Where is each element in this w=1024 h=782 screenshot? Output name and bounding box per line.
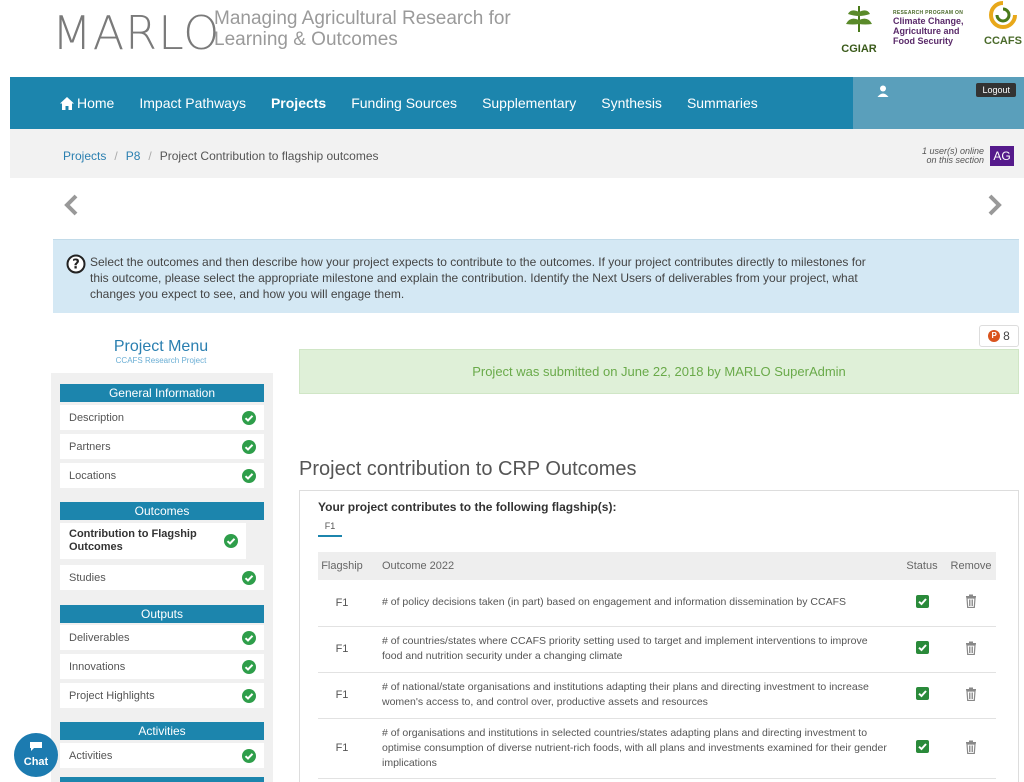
cell-outcome[interactable]: # of countries/states where CCAFS priority setting used to target and implement interventions to improve food and nutrition security under a changing climate <box>382 635 868 662</box>
project-badge[interactable] <box>979 325 1019 347</box>
outcomes-table <box>318 552 996 779</box>
help-text: Select the outcomes and then describe how your project expects to contribute to the outcomes. If your project contributes directly to milestones for this outcome, please select the appropriate milestone and explain the contribution. Identify the Next Users of deliverables from your project, what changes you expect to see, and how you will engage them. <box>90 255 866 301</box>
help-banner <box>53 239 1019 313</box>
menu-section-outputs: Outputs <box>60 605 264 623</box>
flagships-heading: Your project contributes to the following flagship(s): <box>318 500 617 514</box>
contribution-panel <box>299 490 1019 782</box>
status-check-icon <box>916 641 929 654</box>
menu-section-activities: Activities <box>60 722 264 740</box>
nav-item-impact-pathways[interactable]: Impact Pathways <box>139 95 246 111</box>
col-flagship: Flagship <box>321 560 363 572</box>
table-header-row <box>318 552 996 580</box>
menu-section-next <box>60 777 264 782</box>
breadcrumb-project[interactable]: P8 <box>125 149 141 163</box>
breadcrumb <box>63 149 379 163</box>
chat-bubble-icon <box>29 741 43 751</box>
nav-item-summaries[interactable]: Summaries <box>686 95 758 111</box>
project-menu <box>51 373 273 782</box>
users-online-text: 1 user(s) online on this section <box>921 146 984 165</box>
col-outcome: Outcome 2022 <box>382 560 455 572</box>
check-icon <box>242 689 256 703</box>
nav-item-home[interactable]: Home <box>60 77 114 129</box>
table-row[interactable] <box>318 672 996 718</box>
nav-item-supplementary[interactable]: Supplementary <box>482 95 577 111</box>
user-icon[interactable] <box>877 85 889 97</box>
cell-flagship: F1 <box>335 689 349 701</box>
marlo-tagline: Managing Agricultural Research for Learning & Outcomes <box>214 8 511 50</box>
check-icon <box>242 411 256 425</box>
menu-item-activities[interactable]: Activities <box>60 743 264 768</box>
check-icon <box>242 660 256 674</box>
menu-item-innovations[interactable]: Innovations <box>60 654 264 679</box>
project-menu-title: Project Menu <box>113 338 209 355</box>
breadcrumb-separator: / <box>114 149 118 163</box>
menu-item-project-highlights[interactable]: Project Highlights <box>60 683 264 708</box>
ccafs-swirl-icon <box>988 0 1018 30</box>
main-nav <box>10 77 1024 129</box>
nav-item-synthesis[interactable]: Synthesis <box>601 95 662 111</box>
cell-flagship: F1 <box>335 643 349 655</box>
flagship-tab-f1[interactable]: F1 <box>318 519 342 537</box>
menu-item-deliverables[interactable]: Deliverables <box>60 625 264 650</box>
logout-button[interactable]: Logout <box>976 83 1016 97</box>
menu-item-contribution-to-flagship-outcomes[interactable]: Contribution to Flagship Outcomes <box>60 523 246 559</box>
status-check-icon <box>916 740 929 753</box>
project-menu-subtitle: CCAFS Research Project <box>115 356 207 365</box>
nav-item-projects[interactable]: Projects <box>270 95 327 111</box>
home-icon <box>60 97 74 110</box>
table-row[interactable] <box>318 580 996 626</box>
check-icon <box>242 631 256 645</box>
chat-button[interactable]: Chat <box>14 733 58 777</box>
menu-item-studies[interactable]: Studies <box>60 565 264 590</box>
table-row[interactable] <box>318 718 996 778</box>
submitted-message: Project was submitted on June 22, 2018 by MARLO SuperAdmin <box>299 349 1019 394</box>
check-icon <box>242 440 256 454</box>
project-badge-icon: P <box>988 330 1000 342</box>
trash-icon[interactable] <box>965 687 977 701</box>
cell-outcome[interactable]: # of organisations and institutions in selected countries/states adapting plans and directing investment to optimise consumption of diverse nutrient-rich foods, with all plans and investments examined for their gender implications <box>382 726 887 769</box>
cell-flagship: F1 <box>335 742 349 754</box>
menu-section-general-information: General Information <box>60 384 264 402</box>
breadcrumb-separator: / <box>148 149 152 163</box>
ccafs-logo: CCAFS <box>982 0 1024 47</box>
section-title: Project contribution to CRP Outcomes <box>299 458 637 480</box>
marlo-logo[interactable]: MARLO <box>52 6 221 60</box>
breadcrumb-projects[interactable]: Projects <box>63 149 107 163</box>
menu-section-outcomes: Outcomes <box>60 502 264 520</box>
wheat-icon <box>842 2 876 36</box>
menu-item-description[interactable]: Description <box>60 405 264 430</box>
check-icon <box>224 534 238 548</box>
nav-items <box>60 77 783 129</box>
check-icon <box>242 749 256 763</box>
trash-icon[interactable] <box>965 740 977 754</box>
trash-icon[interactable] <box>965 594 977 608</box>
col-remove: Remove <box>950 560 992 572</box>
next-section-icon[interactable] <box>984 193 1004 217</box>
status-check-icon <box>916 595 929 608</box>
user-area <box>853 77 1024 129</box>
site-header <box>0 0 1024 77</box>
check-icon <box>242 469 256 483</box>
breadcrumb-bar <box>10 129 1024 178</box>
project-badge-count: 8 <box>1003 329 1010 343</box>
table-row[interactable] <box>318 626 996 672</box>
menu-item-partners[interactable]: Partners <box>60 434 264 459</box>
nav-item-funding-sources[interactable]: Funding Sources <box>351 95 458 111</box>
previous-section-icon[interactable] <box>62 193 82 217</box>
cell-outcome[interactable]: # of policy decisions taken (in part) based on engagement and information dissemination by CCAFS <box>382 596 847 609</box>
online-user-avatar[interactable]: AG <box>990 146 1014 166</box>
trash-icon[interactable] <box>965 641 977 655</box>
menu-item-locations[interactable]: Locations <box>60 463 264 488</box>
cell-outcome[interactable]: # of national/state organisations and institutions adapting their plans and directing investment to increase women's access to, and control over, productive assets and resources <box>382 681 869 708</box>
cell-flagship: F1 <box>335 596 349 609</box>
breadcrumb-current: Project Contribution to flagship outcomes <box>159 149 379 163</box>
question-icon <box>66 254 86 274</box>
check-icon <box>242 571 256 585</box>
program-logo-text: RESEARCH PROGRAM ON Climate Change, Agriculture and Food Security <box>893 10 964 46</box>
col-status: Status <box>906 560 938 572</box>
status-check-icon <box>916 687 929 700</box>
svg-text:?: ? <box>72 257 80 273</box>
cgiar-logo: CGIAR <box>834 2 884 60</box>
